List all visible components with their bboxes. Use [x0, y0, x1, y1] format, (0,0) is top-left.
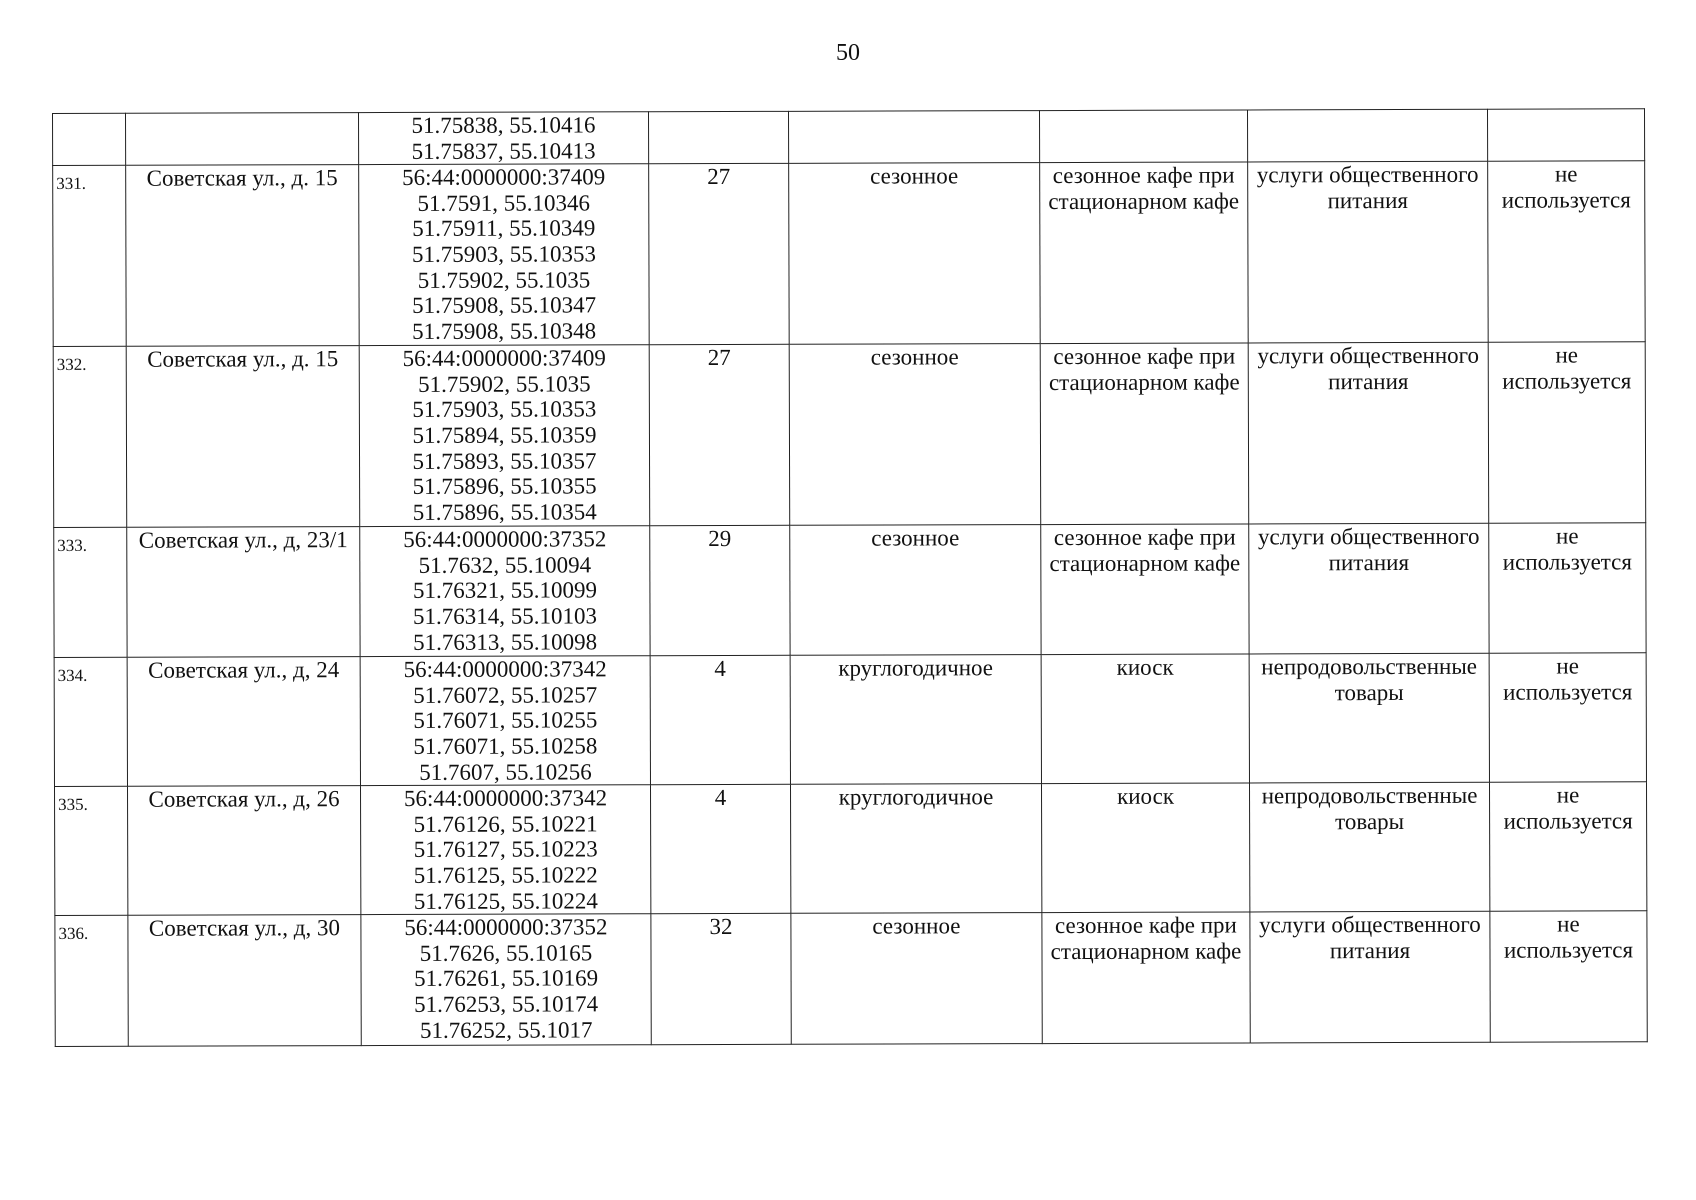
period-cell: сезонное	[791, 913, 1042, 1045]
table-body	[53, 109, 1648, 1047]
table-row	[53, 109, 1645, 166]
status-cell: не используется	[1488, 161, 1646, 342]
status-cell: не используется	[1488, 342, 1646, 523]
status-cell	[1487, 109, 1644, 162]
table-row	[55, 911, 1647, 1047]
cadastral-number: 56:44:0000000:37342	[403, 656, 607, 683]
area-cell: 27	[649, 345, 790, 526]
coordinate-pair: 51.75896, 55.10355	[412, 473, 597, 500]
address-cell: Советская ул., д, 30	[128, 915, 361, 1047]
coordinate-pair: 51.75903, 55.10353	[411, 241, 596, 267]
coordinates-cell	[361, 914, 651, 1046]
object-type-cell: сезонное кафе при стационарном кафе	[1040, 343, 1249, 525]
status-cell: не используется	[1489, 523, 1646, 653]
address-cell: Советская ул., д, 24	[127, 657, 360, 787]
specialization-cell: услуги общественного питания	[1249, 523, 1489, 654]
address-cell	[126, 113, 359, 166]
status-cell: не используется	[1489, 653, 1646, 782]
address-cell: Советская ул., д. 15	[126, 346, 360, 528]
object-type-cell: киоск	[1041, 654, 1249, 784]
coordinate-pair: 51.7632, 55.10094	[418, 552, 592, 578]
object-type-cell: сезонное кафе при стационарном кафе	[1042, 912, 1250, 1044]
coordinate-pair: 51.76253, 55.10174	[414, 991, 599, 1017]
row-number: 333.	[54, 527, 127, 657]
object-type-cell: киоск	[1041, 783, 1249, 913]
area-cell: 32	[651, 913, 791, 1044]
page-number: 50	[836, 40, 860, 66]
coordinates-cell	[360, 785, 650, 915]
coordinate-pair: 51.75908, 55.10348	[412, 318, 597, 344]
coordinate-pair: 51.75911, 55.10349	[412, 215, 596, 242]
period-cell: сезонное	[790, 525, 1041, 656]
cadastral-number: 56:44:0000000:37409	[402, 164, 606, 191]
status-cell: не используется	[1489, 782, 1646, 911]
row-number: 331.	[53, 165, 127, 346]
table-row	[54, 653, 1646, 787]
area-cell: 29	[650, 526, 790, 656]
coordinates-cell	[359, 164, 650, 346]
coordinate-pair: 51.76321, 55.10099	[412, 577, 597, 604]
specialization-cell: непродовольственные товары	[1249, 782, 1489, 912]
coordinate-pair: 51.76261, 55.10169	[414, 965, 599, 992]
table-row	[53, 161, 1646, 347]
row-number: 332.	[53, 346, 127, 527]
period-cell: сезонное	[789, 163, 1041, 345]
table-row	[54, 523, 1646, 658]
coordinate-pair: 51.76314, 55.10103	[412, 603, 598, 629]
coordinate-pair: 51.76125, 55.10224	[413, 887, 598, 914]
coordinate-pair: 51.75837, 55.10413	[411, 137, 596, 164]
cadastral-number: 56:44:0000000:37409	[402, 345, 606, 372]
coordinate-pair: 51.76125, 55.10222	[413, 862, 598, 888]
row-number: 335.	[54, 786, 127, 915]
coordinates-cell	[360, 656, 650, 786]
area-cell: 4	[650, 655, 790, 784]
object-type-cell	[1039, 110, 1247, 163]
area-cell	[648, 111, 788, 164]
coordinate-pair: 51.76252, 55.1017	[419, 1016, 593, 1043]
period-cell: круглогодичное	[790, 784, 1041, 914]
coordinate-pair: 51.75838, 55.10416	[411, 112, 596, 138]
period-cell: круглогодичное	[790, 655, 1041, 785]
period-cell: сезонное	[789, 344, 1041, 526]
coordinate-pair: 51.7591, 55.10346	[417, 190, 591, 216]
coordinate-pair: 51.75902, 55.1035	[418, 371, 591, 397]
table-row	[54, 782, 1646, 916]
table-row	[53, 342, 1646, 528]
row-number	[53, 113, 126, 165]
address-cell: Советская ул., д, 23/1	[127, 527, 360, 658]
period-cell	[788, 111, 1039, 164]
coordinate-pair: 51.76071, 55.10258	[413, 733, 598, 759]
area-cell: 27	[649, 164, 790, 345]
cadastral-number: 56:44:0000000:37352	[404, 914, 608, 941]
table-container	[52, 108, 1647, 1047]
coordinate-pair: 51.76071, 55.10255	[413, 707, 598, 734]
specialization-cell: непродовольственные товары	[1249, 653, 1489, 783]
coordinate-pair: 51.76072, 55.10257	[413, 682, 598, 708]
object-type-cell: сезонное кафе при стационарном кафе	[1041, 524, 1249, 655]
coordinate-pair: 51.76313, 55.10098	[413, 628, 598, 655]
coordinate-pair: 51.75903, 55.10353	[412, 396, 597, 423]
coordinate-pair: 51.76126, 55.10221	[413, 811, 598, 837]
placement-table	[52, 108, 1648, 1047]
coordinate-pair: 51.75896, 55.10354	[412, 499, 597, 525]
address-cell: Советская ул., д, 26	[127, 786, 360, 916]
specialization-cell: услуги общественного питания	[1250, 911, 1490, 1043]
specialization-cell: услуги общественного питания	[1248, 342, 1489, 524]
coordinates-cell	[359, 345, 650, 527]
area-cell: 4	[650, 784, 790, 913]
object-type-cell: сезонное кафе при стационарном кафе	[1040, 162, 1249, 344]
coordinates-cell	[360, 526, 650, 657]
coordinate-pair: 51.7626, 55.10165	[419, 940, 593, 966]
cadastral-number: 56:44:0000000:37352	[403, 526, 607, 553]
coordinate-pair: 51.76127, 55.10223	[413, 836, 598, 863]
address-cell: Советская ул., д. 15	[126, 165, 360, 347]
specialization-cell: услуги общественного питания	[1248, 161, 1489, 343]
specialization-cell	[1247, 109, 1487, 162]
coordinate-pair: 51.75902, 55.1035	[417, 266, 591, 293]
coordinate-pair: 51.75894, 55.10359	[412, 422, 597, 448]
coordinate-pair: 51.7607, 55.10256	[419, 758, 592, 785]
coordinate-pair: 51.75893, 55.10357	[412, 447, 597, 474]
coordinate-pair: 51.75908, 55.10347	[412, 292, 597, 319]
cadastral-number: 56:44:0000000:37342	[403, 785, 608, 812]
row-number: 334.	[54, 657, 127, 786]
row-number: 336.	[55, 915, 128, 1046]
coordinates-cell	[359, 112, 649, 165]
status-cell: не используется	[1490, 911, 1647, 1042]
